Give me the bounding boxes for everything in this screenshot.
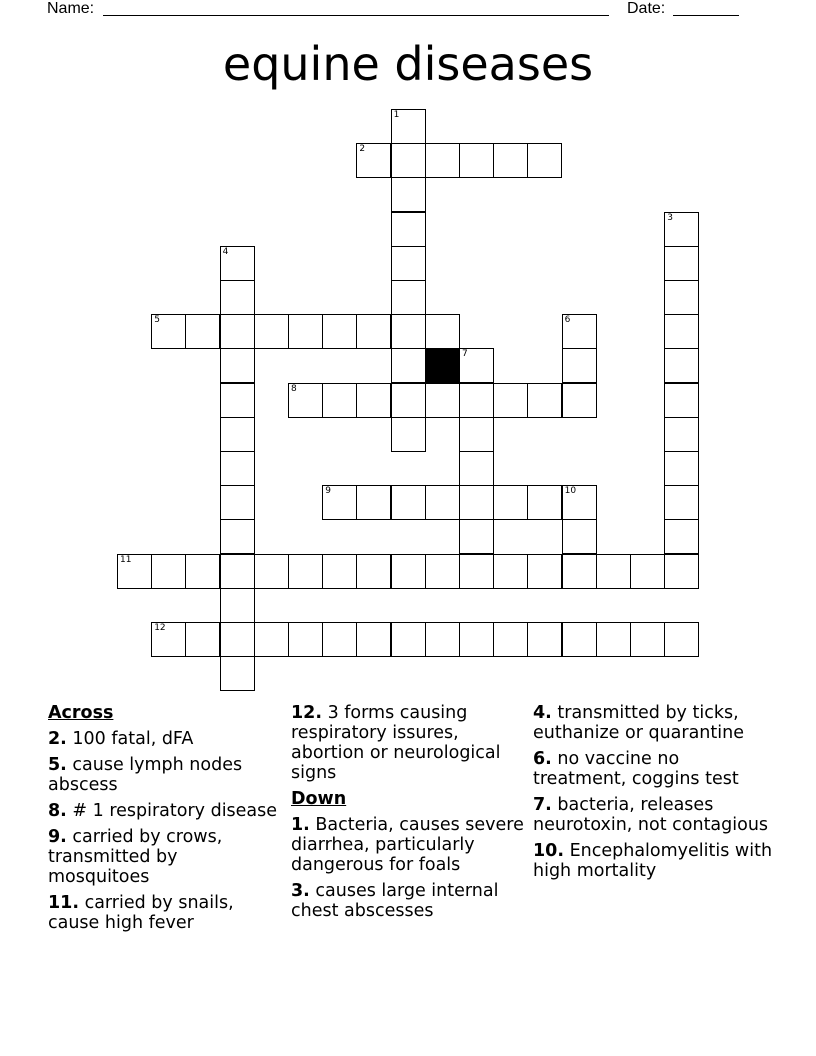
cell-number: 12 (154, 623, 166, 633)
grid-cell[interactable] (425, 314, 460, 349)
puzzle-title: equine diseases (222, 37, 594, 91)
grid-cell[interactable] (220, 348, 255, 383)
clue-number: 9. (48, 827, 67, 847)
grid-cell[interactable] (322, 314, 357, 349)
grid-cell[interactable] (459, 348, 494, 383)
grid-cell[interactable] (288, 383, 323, 418)
grid-cell[interactable] (425, 143, 460, 178)
grid-cell[interactable] (493, 554, 528, 589)
grid-cell[interactable] (220, 280, 255, 315)
clue-across-11 (48, 893, 278, 933)
grid-cell[interactable] (185, 622, 220, 657)
grid-cell[interactable] (664, 485, 699, 520)
grid-cell[interactable] (356, 383, 391, 418)
grid-cell[interactable] (288, 314, 323, 349)
clue-across-5 (48, 755, 278, 795)
grid-cell[interactable] (664, 417, 699, 452)
grid-cell[interactable] (391, 622, 426, 657)
clue-text: # 1 respiratory disease (66, 801, 278, 821)
grid-cell[interactable] (391, 485, 426, 520)
clues-column-1 (48, 703, 278, 939)
grid-cell[interactable] (391, 417, 426, 452)
clue-across-9 (48, 827, 278, 887)
grid-cell[interactable] (562, 485, 597, 520)
cell-number: 10 (564, 486, 577, 497)
grid-cell[interactable] (254, 314, 289, 349)
grid-cell[interactable] (288, 622, 323, 657)
grid-cell[interactable] (562, 519, 597, 554)
grid-cell[interactable] (322, 554, 357, 589)
grid-cell[interactable] (459, 554, 494, 589)
clue-across-12 (291, 703, 526, 783)
grid-cell[interactable] (493, 485, 528, 520)
grid-cell[interactable] (391, 109, 426, 144)
grid-cell[interactable] (664, 246, 699, 281)
clue-down-6 (533, 749, 773, 789)
clue-text: Encephalomyelitis with high mortality (533, 841, 773, 881)
cell-number: 11 (120, 554, 132, 565)
grid-cell[interactable] (322, 485, 357, 520)
grid-cell[interactable] (288, 554, 323, 589)
grid-cell[interactable] (425, 485, 460, 520)
cell-number: 7 (462, 349, 468, 360)
grid-cell[interactable] (459, 417, 494, 452)
cell-number: 9 (325, 486, 331, 497)
clue-text: no vaccine no treatment, coggins test (533, 749, 739, 789)
grid-cell[interactable] (220, 656, 255, 691)
clue-text: transmitted by ticks, euthanize or quarantine (533, 703, 744, 743)
clues-column-3 (533, 703, 773, 887)
grid-cell[interactable] (527, 622, 562, 657)
clue-text: carried by crows, transmitted by mosquitoes (48, 827, 223, 887)
grid-cell[interactable] (664, 451, 699, 486)
cell-number: 3 (667, 212, 673, 223)
clue-down-10 (533, 841, 773, 881)
grid-cell[interactable] (664, 280, 699, 315)
grid-cell[interactable] (151, 314, 186, 349)
grid-cell[interactable] (220, 246, 255, 281)
grid-cell[interactable] (391, 554, 426, 589)
clue-number: 11. (48, 893, 80, 913)
grid-cell[interactable] (185, 314, 220, 349)
grid-cell[interactable] (459, 519, 494, 554)
clue-text: cause lymph nodes abscess (48, 755, 243, 795)
across-heading: Across (48, 703, 114, 723)
clue-text: 3 forms causing respiratory issures, abortion or neurological signs (291, 703, 501, 783)
grid-cell[interactable] (493, 622, 528, 657)
grid-cell[interactable] (459, 622, 494, 657)
clue-down-3 (291, 881, 526, 921)
grid-cell[interactable] (151, 622, 186, 657)
clue-down-1 (291, 815, 526, 875)
grid-cell[interactable] (459, 451, 494, 486)
grid-cell[interactable] (220, 451, 255, 486)
grid-cell[interactable] (220, 485, 255, 520)
grid-cell[interactable] (220, 588, 255, 623)
grid-cell[interactable] (220, 622, 255, 657)
down-heading: Down (291, 789, 347, 809)
grid-cell[interactable] (356, 622, 391, 657)
grid-cell[interactable] (356, 485, 391, 520)
clue-text: carried by snails, cause high fever (48, 893, 234, 933)
cell-number: 4 (222, 246, 229, 257)
grid-block (425, 348, 460, 383)
grid-cell[interactable] (630, 554, 665, 589)
grid-cell[interactable] (425, 383, 460, 418)
grid-cell[interactable] (391, 212, 426, 247)
grid-cell[interactable] (527, 143, 562, 178)
clue-across-2 (48, 729, 278, 749)
grid-cell[interactable] (220, 314, 255, 349)
grid-cell[interactable] (322, 622, 357, 657)
clue-down-4 (533, 703, 773, 743)
grid-cell[interactable] (425, 554, 460, 589)
clue-number: 6. (533, 749, 552, 769)
grid-cell[interactable] (322, 383, 357, 418)
clue-number: 3. (291, 881, 310, 901)
clue-number: 5. (48, 755, 67, 775)
clue-number: 2. (48, 729, 67, 749)
grid-cell[interactable] (562, 314, 597, 349)
grid-cell[interactable] (391, 314, 426, 349)
grid-cell[interactable] (664, 519, 699, 554)
grid-cell[interactable] (562, 348, 597, 383)
clue-number: 8. (48, 801, 67, 821)
grid-cell[interactable] (596, 622, 631, 657)
cell-number: 1 (393, 110, 400, 120)
grid-cell[interactable] (527, 554, 562, 589)
grid-cell[interactable] (356, 143, 391, 178)
grid-cell[interactable] (220, 417, 255, 452)
grid-cell[interactable] (391, 246, 426, 281)
grid-cell[interactable] (185, 554, 220, 589)
grid-cell[interactable] (493, 143, 528, 178)
grid-cell[interactable] (527, 383, 562, 418)
clues-column-2 (291, 703, 526, 927)
cell-number: 5 (154, 315, 160, 326)
grid-cell[interactable] (459, 143, 494, 178)
clue-text: 100 fatal, dFA (66, 729, 194, 749)
clue-number: 4. (533, 703, 552, 723)
grid-cell[interactable] (254, 554, 289, 589)
grid-cell[interactable] (151, 554, 186, 589)
grid-cell[interactable] (664, 348, 699, 383)
grid-cell[interactable] (220, 554, 255, 589)
grid-cell[interactable] (664, 554, 699, 589)
grid-cell[interactable] (356, 314, 391, 349)
clue-text: Bacteria, causes severe diarrhea, particularly dangerous for foals (291, 815, 524, 875)
clue-across-8 (48, 801, 278, 821)
grid-cell[interactable] (425, 622, 460, 657)
grid-cell[interactable] (391, 177, 426, 212)
cell-number: 6 (564, 315, 571, 326)
grid-cell[interactable] (220, 519, 255, 554)
grid-cell[interactable] (664, 212, 699, 247)
grid-cell[interactable] (117, 554, 152, 589)
grid-cell[interactable] (562, 383, 597, 418)
grid-cell[interactable] (391, 143, 426, 178)
name-label: Name: (47, 0, 95, 17)
grid-cell[interactable] (664, 314, 699, 349)
clue-number: 12. (291, 703, 323, 723)
clue-number: 10. (533, 841, 565, 861)
clue-down-7 (533, 795, 773, 835)
grid-cell[interactable] (562, 622, 597, 657)
grid-cell[interactable] (459, 383, 494, 418)
grid-cell[interactable] (254, 622, 289, 657)
clue-text: bacteria, releases neurotoxin, not contagious (533, 795, 769, 835)
grid-cell[interactable] (391, 383, 426, 418)
grid-cell[interactable] (527, 485, 562, 520)
grid-cell[interactable] (391, 280, 426, 315)
grid-cell[interactable] (664, 383, 699, 418)
grid-cell[interactable] (493, 383, 528, 418)
cell-number: 8 (291, 383, 297, 394)
grid-cell[interactable] (220, 383, 255, 418)
grid-cell[interactable] (596, 554, 631, 589)
grid-cell[interactable] (356, 554, 391, 589)
cell-number: 2 (359, 144, 366, 155)
grid-cell[interactable] (391, 348, 426, 383)
grid-cell[interactable] (630, 622, 665, 657)
grid-cell[interactable] (562, 554, 597, 589)
clue-number: 7. (533, 795, 552, 815)
grid-cell[interactable] (664, 622, 699, 657)
clue-number: 1. (291, 815, 310, 835)
grid-cell[interactable] (459, 485, 494, 520)
clue-text: causes large internal chest abscesses (291, 881, 499, 921)
date-label: Date: (627, 0, 666, 17)
